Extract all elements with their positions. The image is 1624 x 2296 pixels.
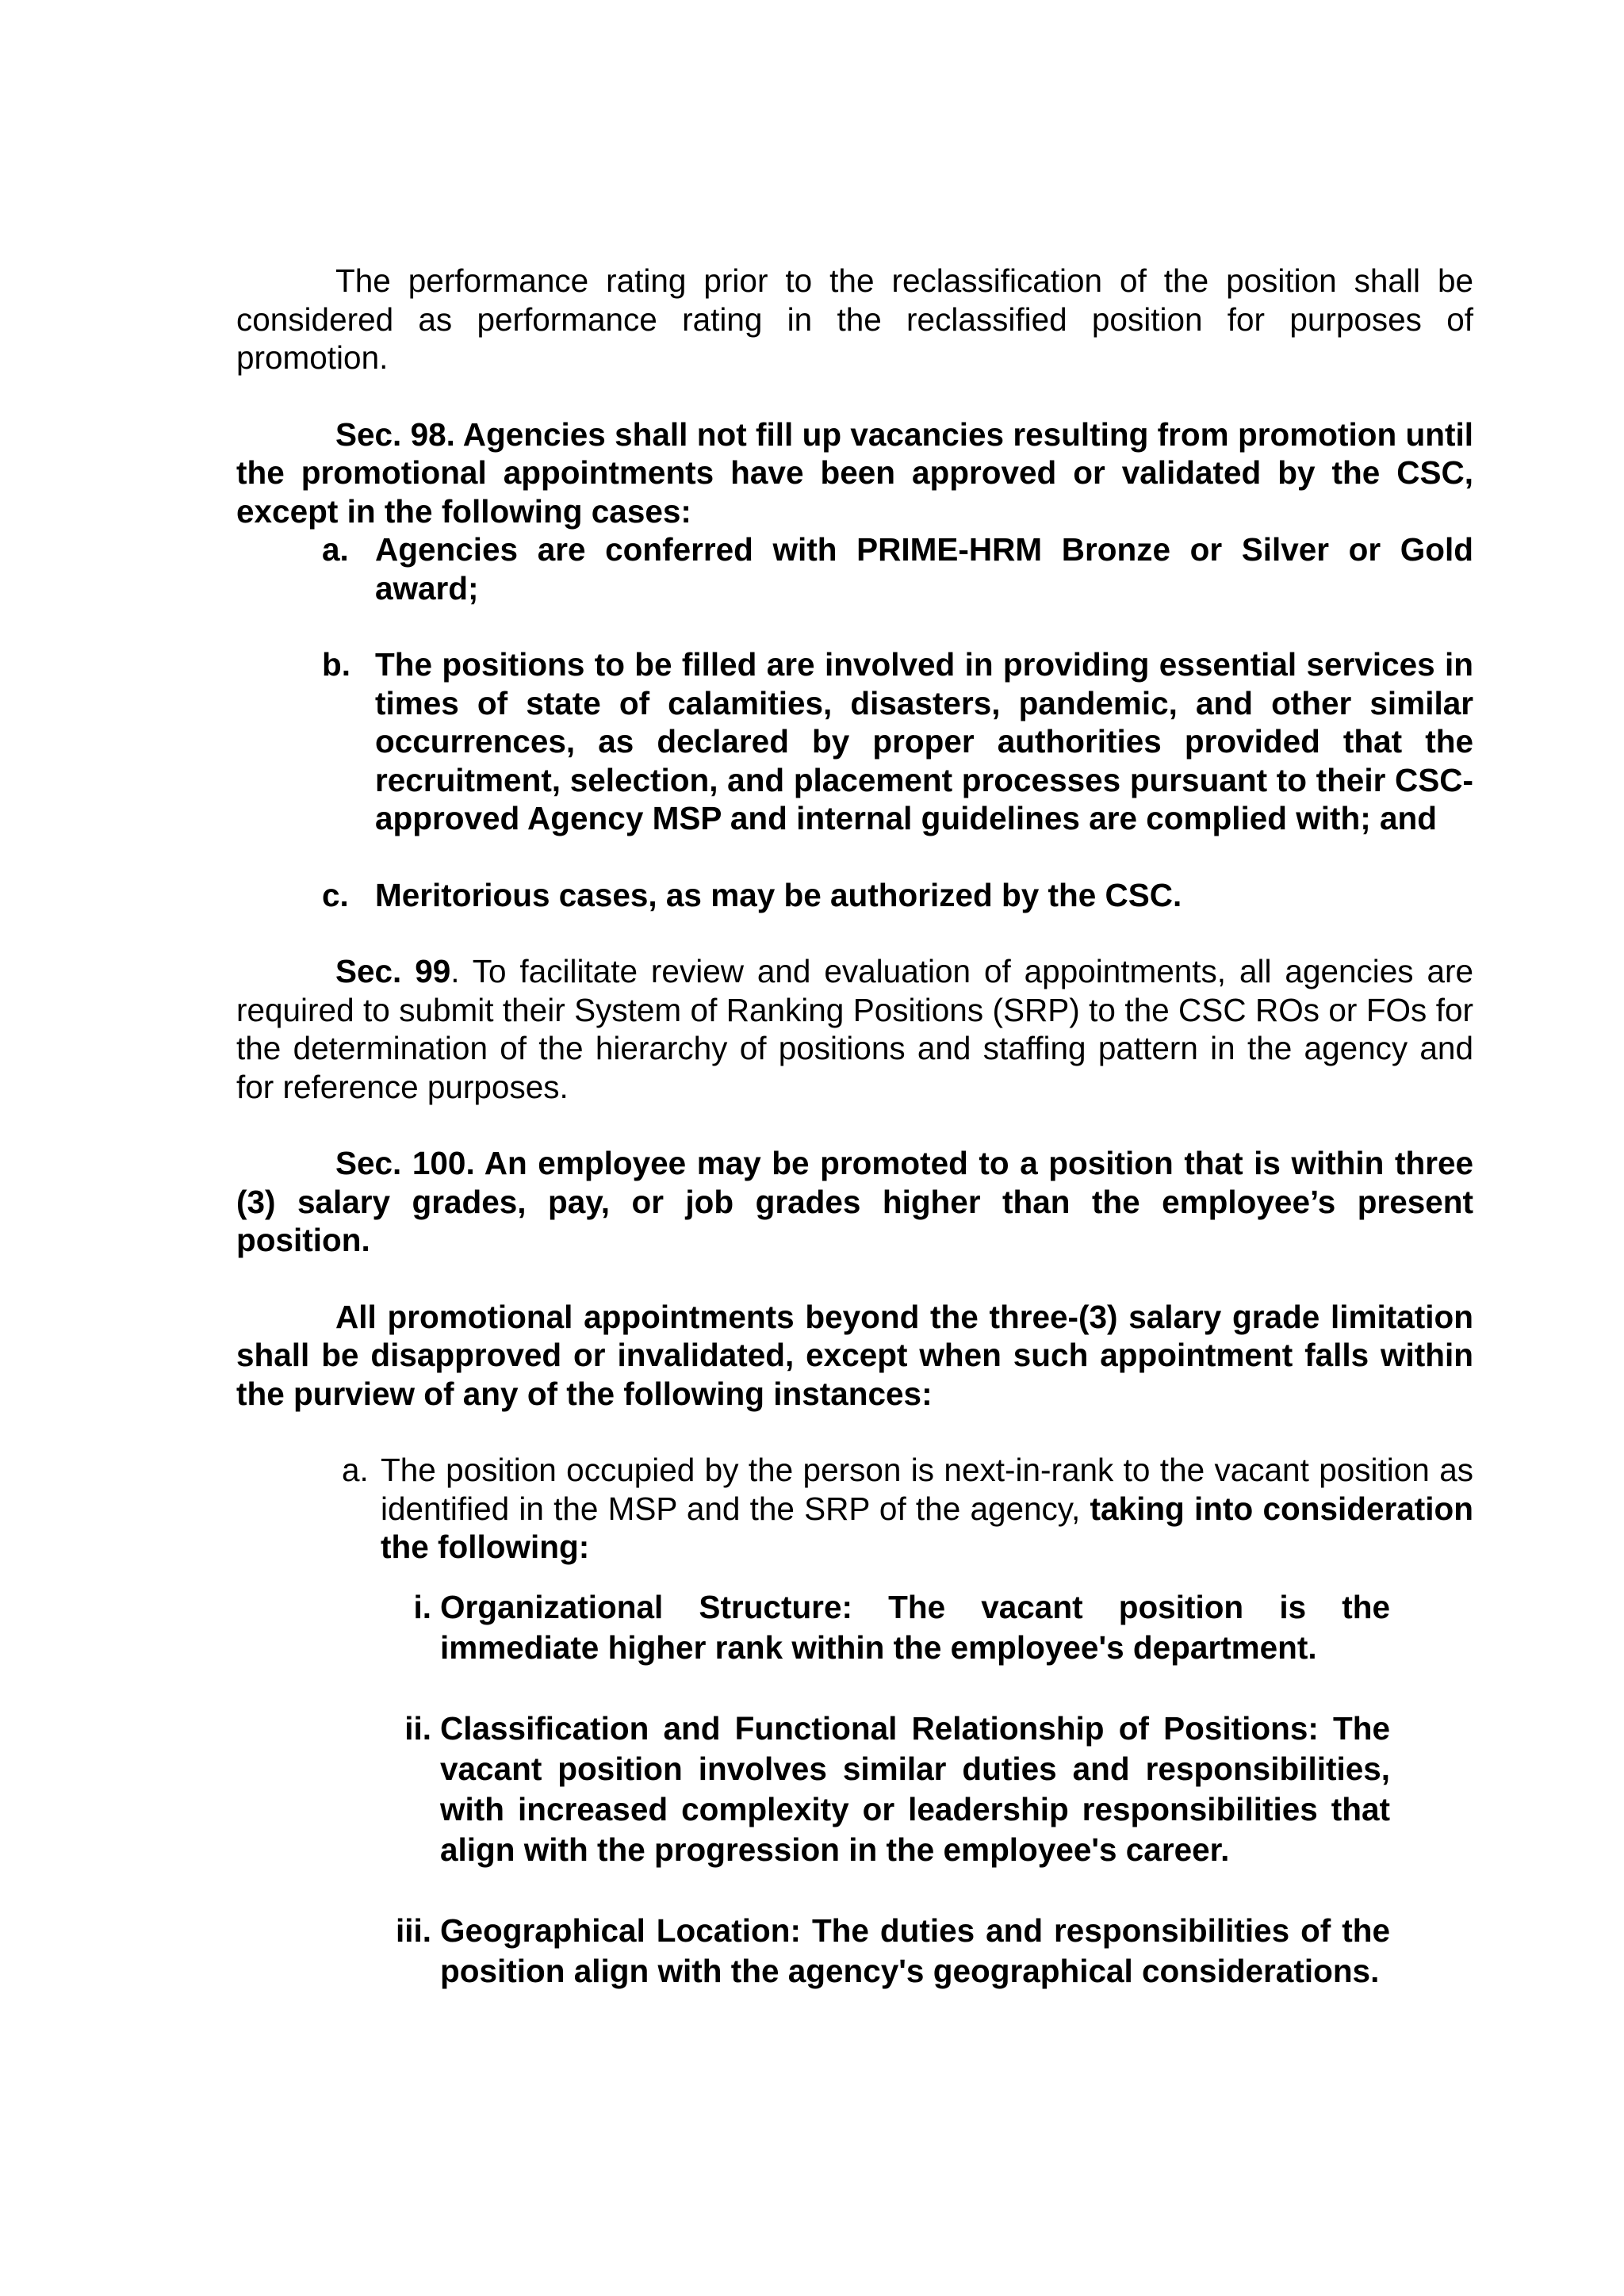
list-item: [236, 530, 1473, 607]
salary-grade-limitation-paragraph: All promotional appointments beyond the three-(3) salary grade limitation shall be disapproved or invalidated, except when such appointment falls within the purview of any of the following instances:: [236, 1298, 1473, 1412]
section-100-text: An employee may be promoted to a position that is within three (3) salary grades, pay, or job grades higher than the employee’s present position.: [236, 1145, 1474, 1258]
list-marker: ii.: [404, 1709, 431, 1747]
list-item-text: Organizational Structure: The vacant position is the immediate higher rank within the employee's department.: [440, 1588, 1390, 1666]
list-marker: iii.: [395, 1911, 431, 1949]
list-item: [236, 1709, 1390, 1870]
list-item: [236, 876, 1473, 915]
list-marker: b.: [322, 646, 350, 683]
reclassification-paragraph: The performance rating prior to the reclassification of the position shall be considered as performance rating in the reclassified position for purposes of promotion.: [236, 262, 1473, 376]
document-page: [236, 262, 1473, 1992]
instance-a-text: The position occupied by the person is next-in-rank to the vacant position as identified in the MSP and the SRP of the agency,: [381, 1452, 1473, 1527]
section-100-label: Sec. 100.: [335, 1145, 475, 1181]
list-item-text: Classification and Functional Relationship of Positions: The vacant position involves similar duties and responsibilities, with increased complexity or leadership responsibilities that align with the progression in the employee's career.: [440, 1709, 1390, 1868]
list-item: [236, 1911, 1390, 1992]
list-item-text: Geographical Location: The duties and responsibilities of the position align with the agency's geographical considerations.: [440, 1911, 1390, 1989]
instance-a-bold-text: taking into consideration the following:: [381, 1490, 1473, 1565]
list-item-text: Meritorious cases, as may be authorized by the CSC.: [375, 876, 1182, 913]
consideration-list: [236, 1587, 1390, 1992]
list-marker: c.: [322, 876, 349, 913]
list-item: [236, 645, 1473, 838]
instance-a-item: [236, 1451, 1473, 1567]
list-item: [236, 1587, 1390, 1668]
section-99-text: . To facilitate review and evaluation of appointments, all agencies are required to submit their System of Ranking Positions (SRP) to the CSC ROs or FOs for the determination of the hierarchy of positions and staffing pattern in the agency and for reference purposes.: [236, 953, 1473, 1105]
list-item-text: The positions to be filled are involved in providing essential services in times of state of calamities, disasters, pandemic, and other similar occurrences, as declared by proper authorities provided that the recruitment, selection, and placement processes pursuant to their CSC-approved Agency MSP and internal guidelines are complied with; and: [375, 646, 1473, 836]
section-99-label: Sec. 99: [335, 953, 451, 989]
list-item-text: Agencies are conferred with PRIME-HRM Bronze or Silver or Gold award;: [375, 531, 1473, 607]
list-marker: a.: [342, 1452, 369, 1488]
section-98-exception-list: [236, 530, 1473, 914]
list-marker: i.: [413, 1588, 431, 1625]
section-98-label: Sec. 98.: [335, 415, 455, 453]
section-98-text: Agencies shall not fill up vacancies resulting from promotion until the promotional appointments have been approved or validated by the CSC, except in the following cases:: [236, 415, 1473, 530]
list-marker: a.: [322, 531, 349, 568]
section-98-paragraph: [236, 415, 1473, 531]
section-99-paragraph: [236, 952, 1473, 1106]
section-100-paragraph: [236, 1144, 1473, 1260]
